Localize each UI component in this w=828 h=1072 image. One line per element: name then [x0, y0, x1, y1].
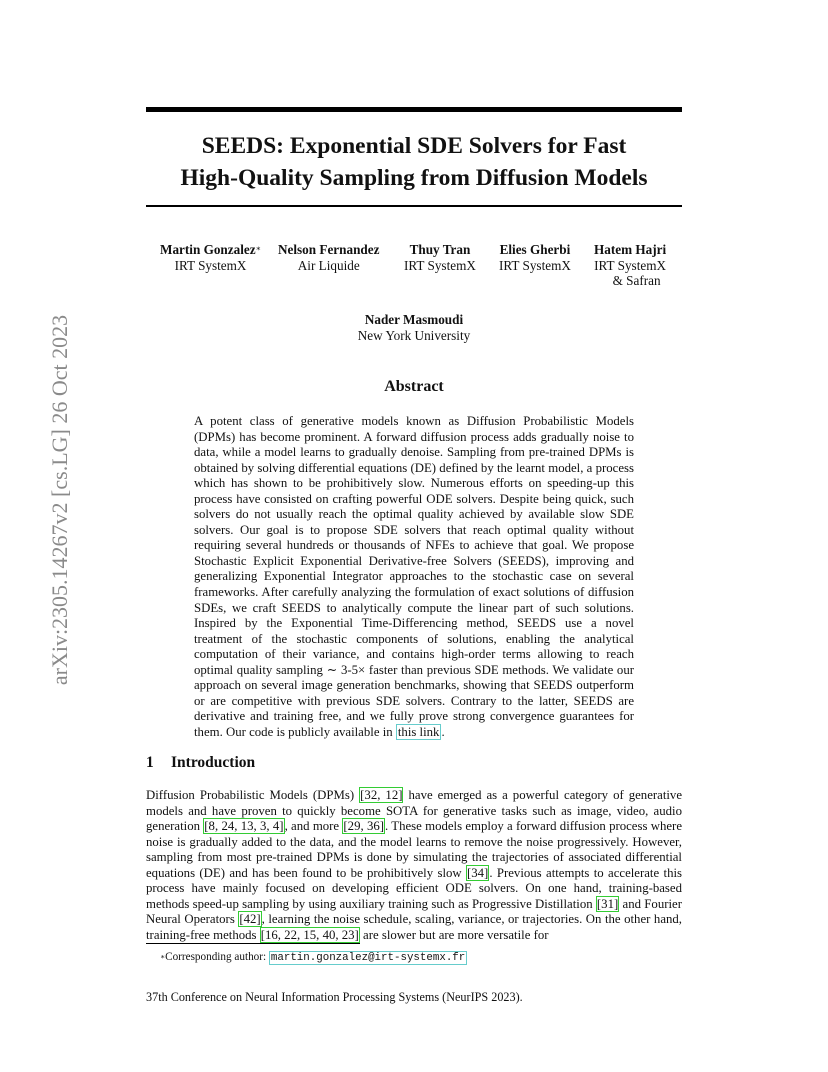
intro-text: , and more	[284, 819, 343, 834]
citation-link[interactable]: [16, 22, 15, 40, 23]	[260, 927, 359, 942]
author-tran	[404, 242, 476, 273]
abstract-end: .	[441, 724, 445, 739]
intro-text: and Fourier Neural Operators	[146, 896, 682, 927]
citation-link[interactable]: [29, 36]	[343, 819, 385, 834]
author-name: Thuy Tran	[409, 242, 471, 257]
paper-title	[146, 130, 682, 194]
intro-text: have emerged as a powerful category of generative models and have proven to quickly become SOTA for generative tasks such as image, video, audio generation	[146, 788, 683, 834]
title-top-rule	[146, 107, 682, 112]
title-line-1: SEEDS: Exponential SDE Solvers for Fast	[201, 133, 627, 159]
citation-link[interactable]: [32, 12]	[360, 788, 403, 802]
author-affiliation: IRT SystemX	[174, 257, 247, 273]
author-affiliation: New York University	[357, 327, 471, 343]
footnote-rule	[146, 943, 360, 944]
citation-link[interactable]: [8, 24, 13, 3, 4]	[204, 819, 284, 834]
title-line-2: High-Quality Sampling from Diffusion Models	[180, 165, 648, 191]
citation-link[interactable]: [42]	[239, 912, 261, 927]
intro-text: are slower but are more versatile for	[359, 927, 549, 942]
author-name: Hatem Hajri	[594, 242, 667, 257]
author-affiliation: IRT SystemX	[594, 257, 666, 273]
abstract-body	[194, 414, 634, 740]
title-bottom-rule	[146, 205, 682, 207]
abstract-text: A potent class of generative models known as Diffusion Probabilistic Models (DPMs) has become prominent. A forward diffusion process adds gradually noise to data, while a model learns to gradually denoise. Sampling from pre-trained DPMs is obtained by solving differential equations (DE) defined by the learnt model, a process which has shown to be prohibitively slow. Numerous efforts on speeding-up this process have consisted on crafting powerful ODE solvers. Despite being quick, such solvers do not usually reach the optimal quality achieved by available slow SDE solvers. Our goal is to propose SDE solvers that reach optimal quality without requiring several hundreds or thousands of NFEs to achieve that goal. We propose Stochastic Explicit Exponential Derivative-free Solvers (SEEDS), improving and generalizing Exponential Integrator approaches to the stochastic case on several frameworks. After carefully analyzing the formulation of exact solutions of diffusion SDEs, we craft SEEDS to analytically compute the linear part of such solutions. Inspired by the Exponential Time-Differencing method, SEEDS use a novel treatment of the stochastic components of solutions, enabling the analytical computation of their variance, and contains high-order terms allowing to reach optimal quality sampling ∼ 3-5× faster than previous SDE methods. We validate our approach on several image generation benchmarks, showing that SEEDS outperform or are competitive with previous SDE solvers. Contrary to the latter, SEEDS are derivative and training free, and we fully prove strong convergence guarantees for them. Our code is publicly available in	[194, 414, 634, 739]
author-affiliation: Air Liquide	[297, 257, 360, 273]
abstract-heading: Abstract	[384, 378, 444, 395]
author-gonzalez	[160, 242, 261, 273]
corresponding-mark: ∗	[255, 244, 262, 253]
author-name: Nelson Fernandez	[278, 242, 380, 257]
author-affiliation-2: & Safran	[612, 273, 661, 288]
introduction-paragraph	[146, 788, 682, 943]
author-affiliation: IRT SystemX	[404, 257, 476, 273]
author-gherbi	[499, 242, 571, 273]
section-heading-introduction	[146, 754, 255, 772]
author-masmoudi	[0, 312, 828, 343]
arxiv-sidebar	[20, 290, 72, 710]
arxiv-identifier: arXiv:2305.14267v2 [cs.LG] 26 Oct 2023	[47, 314, 72, 686]
intro-text: . Previous attempts to accelerate this process have mainly focused on developing efficient ODE solvers. On one hand, training-based methods speed-up sampling by using auxiliary training such as Progressive Distillation	[146, 865, 683, 911]
code-link[interactable]: this link	[397, 724, 440, 739]
author-name: Elies Gherbi	[499, 242, 571, 257]
author-affiliation: IRT SystemX	[499, 257, 571, 273]
intro-text: Diffusion Probabilistic Models (DPMs)	[146, 788, 360, 802]
author-fernandez	[278, 242, 379, 273]
footnote	[160, 950, 467, 965]
author-name: Martin Gonzalez	[160, 242, 256, 257]
author-email-link[interactable]: martin.gonzalez@irt-systemx.fr	[270, 952, 466, 964]
section-number: 1	[146, 754, 154, 771]
citation-link[interactable]: [34]	[467, 865, 489, 880]
author-name: Nader Masmoudi	[364, 312, 464, 327]
section-title: Introduction	[171, 754, 256, 771]
author-hajri	[594, 242, 666, 289]
footnote-mark: ∗	[160, 952, 166, 961]
intro-text: , learning the noise schedule, scaling, variance, or trajectories. On the other hand, training-free methods	[146, 912, 682, 942]
intro-text: . These models employ a forward diffusion process where noise is gradually added to the data, and the model learns to remove the noise progressively. However, sampling from most pre-trained DPMs is done by simulating the trajectories of associated differential equations (DE) and has been found to be prohibitively slow	[146, 819, 682, 880]
footnote-text: Corresponding author:	[165, 951, 269, 963]
conference-note: 37th Conference on Neural Information Processing Systems (NeurIPS 2023).	[146, 990, 523, 1004]
citation-link[interactable]: [31]	[596, 896, 619, 911]
